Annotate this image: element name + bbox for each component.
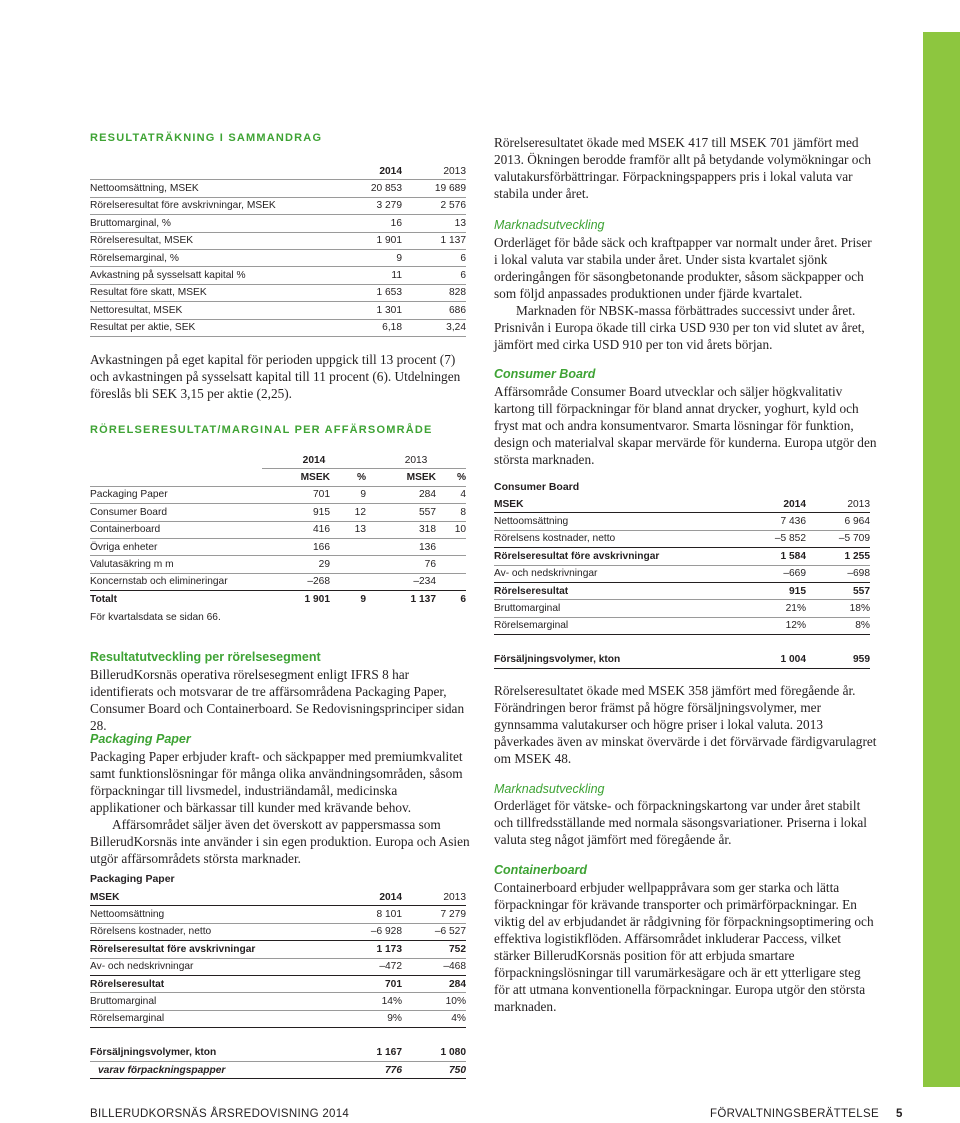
header-cell: % bbox=[330, 469, 366, 486]
table-row bbox=[90, 319, 466, 336]
market2-paragraph bbox=[494, 797, 878, 848]
row-label: Totalt bbox=[90, 593, 117, 605]
cell: 915 bbox=[740, 582, 806, 599]
cell: 701 bbox=[262, 486, 330, 503]
section-title-segments: RÖRELSERESULTAT/MARGINAL PER AFFÄRSOMRÅDE bbox=[90, 424, 433, 436]
paragraph-text: Marknaden för NBSK-massa förbättrades successivt under året. Prisnivån i Europa ökade till cirka USD 930 per ton vid slutet av året, jämfört med cirka USD 910 per ton vid årets början. bbox=[494, 303, 865, 352]
cell: 1 167 bbox=[336, 1045, 402, 1062]
paragraph-text: Rörelseresultatet ökade med MSEK 417 till MSEK 701 jämfört med 2013. Ökningen berodde framför allt på betydande volymökningar och valutakursförbättringar. Förpackningspappers pris i lokal valuta var stabila under året. bbox=[494, 135, 872, 201]
cell: –472 bbox=[336, 958, 402, 975]
row-label: Valutasäkring m m bbox=[90, 556, 262, 573]
packaging-paper-table bbox=[90, 889, 466, 1079]
cell: 3 279 bbox=[336, 197, 402, 214]
header-cell: MSEK bbox=[262, 469, 330, 486]
cell: 1 301 bbox=[336, 302, 402, 319]
paragraph-text: BillerudKorsnäs operativa rörelsesegment enligt IFRS 8 har identifierats och motsvarar de tre affärsområdena Packaging Paper, Consumer Board och Containerboard. Se Redovisningsprinciper sidan 28. bbox=[90, 667, 465, 733]
row-label: Bruttomarginal bbox=[90, 993, 336, 1010]
header-cell: 2013 bbox=[402, 163, 466, 180]
cell: 29 bbox=[262, 556, 330, 573]
table-row bbox=[90, 538, 466, 555]
green-edge-bar bbox=[923, 32, 960, 1087]
cell: –6 928 bbox=[336, 923, 402, 940]
row-label: Rörelseresultat före avskrivningar, MSEK bbox=[90, 197, 336, 214]
cell: 13 bbox=[330, 521, 366, 538]
cell: 9 bbox=[360, 593, 367, 605]
year-header-row bbox=[90, 452, 466, 469]
table-row bbox=[494, 617, 870, 634]
header-cell: MSEK bbox=[90, 889, 336, 906]
row-label: Av- och nedskrivningar bbox=[494, 565, 740, 582]
segment-paragraph bbox=[90, 666, 470, 734]
table-row bbox=[494, 548, 870, 565]
cell: –5 709 bbox=[806, 530, 870, 547]
cell: 959 bbox=[806, 652, 870, 669]
cell: 9 bbox=[330, 486, 366, 503]
row-label: Rörelsemarginal, % bbox=[90, 249, 336, 266]
table-row bbox=[90, 993, 466, 1010]
row-label: Bruttomarginal bbox=[494, 600, 740, 617]
packaging-paper-paragraph bbox=[90, 748, 470, 867]
table-row bbox=[90, 556, 466, 573]
cell: 1 137 bbox=[402, 232, 466, 249]
cell: 1 653 bbox=[336, 284, 402, 301]
header-cell: MSEK bbox=[494, 496, 740, 513]
cell: 76 bbox=[366, 556, 436, 573]
row-label: Resultat före skatt, MSEK bbox=[90, 284, 336, 301]
consumer-board-table-title: Consumer Board bbox=[494, 481, 580, 493]
row-label: Consumer Board bbox=[90, 504, 262, 521]
total-row bbox=[90, 591, 466, 608]
cell: 20 853 bbox=[336, 180, 402, 197]
table-header-row bbox=[90, 889, 466, 906]
cell: 1 137 bbox=[410, 593, 437, 605]
row-label: Avkastning på sysselsatt kapital % bbox=[90, 267, 336, 284]
consumer-board-heading: Consumer Board bbox=[494, 367, 596, 381]
cell: –234 bbox=[366, 573, 436, 590]
header-cell: 2013 bbox=[402, 889, 466, 906]
cell: 3,24 bbox=[402, 319, 466, 336]
segment-heading: Resultatutveckling per rörelsesegment bbox=[90, 650, 321, 664]
row-label: Rörelseresultat före avskrivningar bbox=[90, 941, 336, 958]
market-paragraph bbox=[494, 234, 878, 353]
cell bbox=[436, 538, 466, 555]
paragraph-text: Orderläget för både säck och kraftpapper var normalt under året. Priser i lokal valuta var stabila under året. Under sista kvartalet sjönk orderingången för säsongbetonande produkter, såsom säckpapper och som följd anpassades produktionen under fjärde kvartalet. bbox=[494, 235, 872, 301]
cell: –468 bbox=[402, 958, 466, 975]
volume-row bbox=[494, 652, 870, 669]
table-row bbox=[90, 302, 466, 319]
table-row bbox=[494, 530, 870, 547]
paragraph-text: Packaging Paper erbjuder kraft- och säckpapper med premiumkvalitet samt funktionslösningar för många olika användningsområden, såsom förpackningar till livsmedel, industriändamål, medicinska applikationer och bärkassar till kunder med krävande behov. bbox=[90, 749, 463, 815]
header-cell bbox=[90, 163, 336, 180]
cell: 4 bbox=[436, 486, 466, 503]
paragraph-text: Avkastningen på eget kapital för perioden uppgick till 13 procent (7) och avkastningen på sysselsatt kapital till 11 procent (6). Utdelningen föreslås bli SEK 3,15 per aktie (2,25). bbox=[90, 352, 461, 401]
cell: 6 bbox=[460, 593, 467, 605]
table-row bbox=[90, 906, 466, 923]
paragraph-text: Affärsområde Consumer Board utvecklar och säljer högkvalitativ kartong till förpackningar för bland annat drycker, yoghurt, kyld och fryst mat och andra konsumentvaror. Smarta lösningar för funktion, design och materialval skapar mervärde för kunderna. Europa utgör den största marknaden. bbox=[494, 384, 877, 467]
header-cell: MSEK bbox=[366, 469, 436, 486]
cell: 12% bbox=[740, 617, 806, 634]
cell: 10 bbox=[436, 521, 466, 538]
header-cell: 2014 bbox=[336, 889, 402, 906]
packaging-paper-table-title: Packaging Paper bbox=[90, 873, 175, 885]
cell: 13 bbox=[402, 215, 466, 232]
table-row bbox=[90, 249, 466, 266]
footer-publication: BILLERUDKORSNÄS ÅRSREDOVISNING 2014 bbox=[90, 1108, 350, 1120]
cell: 8 101 bbox=[336, 906, 402, 923]
cell: 1 901 bbox=[336, 232, 402, 249]
cell: –669 bbox=[740, 565, 806, 582]
consumer-board-result-paragraph bbox=[494, 682, 878, 767]
table-row bbox=[90, 486, 466, 503]
cell: 1 080 bbox=[402, 1045, 466, 1062]
cell: 686 bbox=[402, 302, 466, 319]
row-label: Rörelsemarginal bbox=[90, 1010, 336, 1027]
row-label: Övriga enheter bbox=[90, 538, 262, 555]
cell: 12 bbox=[330, 504, 366, 521]
cell: 7 279 bbox=[402, 906, 466, 923]
row-label: Rörelsemarginal bbox=[494, 617, 740, 634]
table-row bbox=[90, 504, 466, 521]
cell: –5 852 bbox=[740, 530, 806, 547]
row-label: Nettoomsättning, MSEK bbox=[90, 180, 336, 197]
cell: 8% bbox=[806, 617, 870, 634]
row-label: Resultat per aktie, SEK bbox=[90, 319, 336, 336]
table-row bbox=[90, 923, 466, 940]
cell: 1 901 bbox=[304, 593, 330, 605]
cell: 166 bbox=[262, 538, 330, 555]
quarterly-note: För kvartalsdata se sidan 66. bbox=[90, 612, 221, 623]
cell: 7 436 bbox=[740, 513, 806, 530]
cell bbox=[330, 556, 366, 573]
table-row bbox=[90, 197, 466, 214]
cell: –698 bbox=[806, 565, 870, 582]
table-row bbox=[494, 513, 870, 530]
table-row bbox=[494, 582, 870, 599]
header-cell bbox=[90, 469, 262, 486]
cell: –268 bbox=[262, 573, 330, 590]
cell: 750 bbox=[402, 1061, 466, 1078]
intro-paragraph bbox=[494, 134, 878, 202]
paragraph-text: Affärsområdet säljer även det överskott av pappersmassa som BillerudKorsnäs inte använder i sin egen produktion. Europa och Asien utgör affärsområdets största marknader. bbox=[90, 817, 470, 866]
cell: 828 bbox=[402, 284, 466, 301]
header-cell: 2013 bbox=[806, 496, 870, 513]
cell: 16 bbox=[336, 215, 402, 232]
summary-table bbox=[90, 163, 466, 337]
cell: 284 bbox=[366, 486, 436, 503]
table-row bbox=[90, 215, 466, 232]
cell: 557 bbox=[806, 582, 870, 599]
cell: 1 004 bbox=[740, 652, 806, 669]
table-row bbox=[90, 975, 466, 992]
row-label: Rörelseresultat bbox=[494, 582, 740, 599]
page-number: 5 bbox=[896, 1108, 903, 1120]
paragraph-text: Rörelseresultatet ökade med MSEK 358 jämfört med föregående år. Förändringen beror främst på högre försäljningsvolymer, mer gynnsamma valutakurser och högre priser i lokal valuta. 2013 påverkades även av minskat övervärde i det förvärvade färdigvarulagret om MSEK 48. bbox=[494, 683, 877, 766]
row-label: Rörelseresultat bbox=[90, 975, 336, 992]
section-title-summary: RESULTATRÄKNING I SAMMANDRAG bbox=[90, 132, 323, 144]
table-row bbox=[90, 521, 466, 538]
cell bbox=[436, 556, 466, 573]
cell: 4% bbox=[402, 1010, 466, 1027]
cell: 21% bbox=[740, 600, 806, 617]
cell: 776 bbox=[336, 1061, 402, 1078]
table-row bbox=[90, 267, 466, 284]
header-cell: 2014 bbox=[740, 496, 806, 513]
cell: 6 bbox=[402, 249, 466, 266]
table-header-row bbox=[90, 163, 466, 180]
segments-table bbox=[90, 452, 466, 608]
row-label: Försäljningsvolymer, kton bbox=[494, 652, 740, 669]
cell bbox=[330, 538, 366, 555]
row-label: Rörelsens kostnader, netto bbox=[494, 530, 740, 547]
header-cell: 2014 bbox=[336, 163, 402, 180]
row-label: Bruttomarginal, % bbox=[90, 215, 336, 232]
cell: 318 bbox=[366, 521, 436, 538]
row-label: Rörelsens kostnader, netto bbox=[90, 923, 336, 940]
cell: 8 bbox=[436, 504, 466, 521]
cell bbox=[436, 573, 466, 590]
packaging-paper-heading: Packaging Paper bbox=[90, 732, 191, 746]
paragraph-text: Containerboard erbjuder wellpappråvara som ger starka och lätta förpackningar för krävande transporter och primärförpackningar. En viktig del av erbjudandet är rådgivning för förpackningsoptimering och effektiva logistikflöden. Affärsområdet inkluderar Paccess, vilket stärker BillerudKorsnäs position för att erbjuda smartare förpackningslösningar till varumärkesägare och är ett ytterligare steg för att utmana konventionella förpackningar. Europa utgör den största marknaden. bbox=[494, 880, 874, 1014]
table-row bbox=[90, 573, 466, 590]
volume-sub-row bbox=[90, 1061, 466, 1078]
cell: 14% bbox=[336, 993, 402, 1010]
row-label: Av- och nedskrivningar bbox=[90, 958, 336, 975]
volume-row bbox=[90, 1045, 466, 1062]
row-label: varav förpackningspapper bbox=[90, 1061, 336, 1078]
cell: 284 bbox=[402, 975, 466, 992]
cell: 1 255 bbox=[806, 548, 870, 565]
cell: 6 964 bbox=[806, 513, 870, 530]
cell: –6 527 bbox=[402, 923, 466, 940]
market2-heading: Marknadsutveckling bbox=[494, 782, 605, 796]
cell: 701 bbox=[336, 975, 402, 992]
consumer-board-table bbox=[494, 496, 870, 669]
row-label: Nettoomsättning bbox=[494, 513, 740, 530]
cell: 1 173 bbox=[336, 941, 402, 958]
table-row bbox=[90, 232, 466, 249]
table-row bbox=[90, 1010, 466, 1027]
cell: 557 bbox=[366, 504, 436, 521]
row-label: Rörelseresultat, MSEK bbox=[90, 232, 336, 249]
table-row bbox=[90, 958, 466, 975]
row-label: Försäljningsvolymer, kton bbox=[90, 1045, 336, 1062]
subheader-row bbox=[90, 469, 466, 486]
header-cell: % bbox=[436, 469, 466, 486]
cell bbox=[330, 573, 366, 590]
cell: 1 584 bbox=[740, 548, 806, 565]
cell: 416 bbox=[262, 521, 330, 538]
cell: 19 689 bbox=[402, 180, 466, 197]
consumer-board-paragraph bbox=[494, 383, 878, 468]
year-header-2013: 2013 bbox=[366, 452, 466, 469]
table-row bbox=[90, 180, 466, 197]
cell: 2 576 bbox=[402, 197, 466, 214]
table-row bbox=[494, 600, 870, 617]
footer-section: FÖRVALTNINGSBERÄTTELSE bbox=[710, 1108, 879, 1120]
row-label: Containerboard bbox=[90, 521, 262, 538]
row-label: Nettoomsättning bbox=[90, 906, 336, 923]
row-label: Packaging Paper bbox=[90, 486, 262, 503]
table-row bbox=[90, 284, 466, 301]
cell: 136 bbox=[366, 538, 436, 555]
cell: 752 bbox=[402, 941, 466, 958]
cell: 18% bbox=[806, 600, 870, 617]
row-label: Koncernstab och elimineringar bbox=[90, 573, 262, 590]
cell: 6,18 bbox=[336, 319, 402, 336]
containerboard-heading: Containerboard bbox=[494, 863, 588, 877]
table-row bbox=[90, 941, 466, 958]
row-label: Nettoresultat, MSEK bbox=[90, 302, 336, 319]
summary-paragraph bbox=[90, 351, 470, 402]
table-row bbox=[494, 565, 870, 582]
year-header-2014: 2014 bbox=[262, 452, 366, 469]
paragraph-text: Orderläget för vätske- och förpackningskartong var under året stabilt och tillfredsställande med normala säsongsvariationer. Priserna i lokal valuta steg något jämfört med föregående år. bbox=[494, 798, 867, 847]
table-header-row bbox=[494, 496, 870, 513]
cell: 9 bbox=[336, 249, 402, 266]
cell: 10% bbox=[402, 993, 466, 1010]
containerboard-paragraph bbox=[494, 879, 878, 1015]
row-label: Rörelseresultat före avskrivningar bbox=[494, 548, 740, 565]
cell: 11 bbox=[336, 267, 402, 284]
cell: 9% bbox=[336, 1010, 402, 1027]
cell: 915 bbox=[262, 504, 330, 521]
market-heading: Marknadsutveckling bbox=[494, 218, 605, 232]
cell: 6 bbox=[402, 267, 466, 284]
